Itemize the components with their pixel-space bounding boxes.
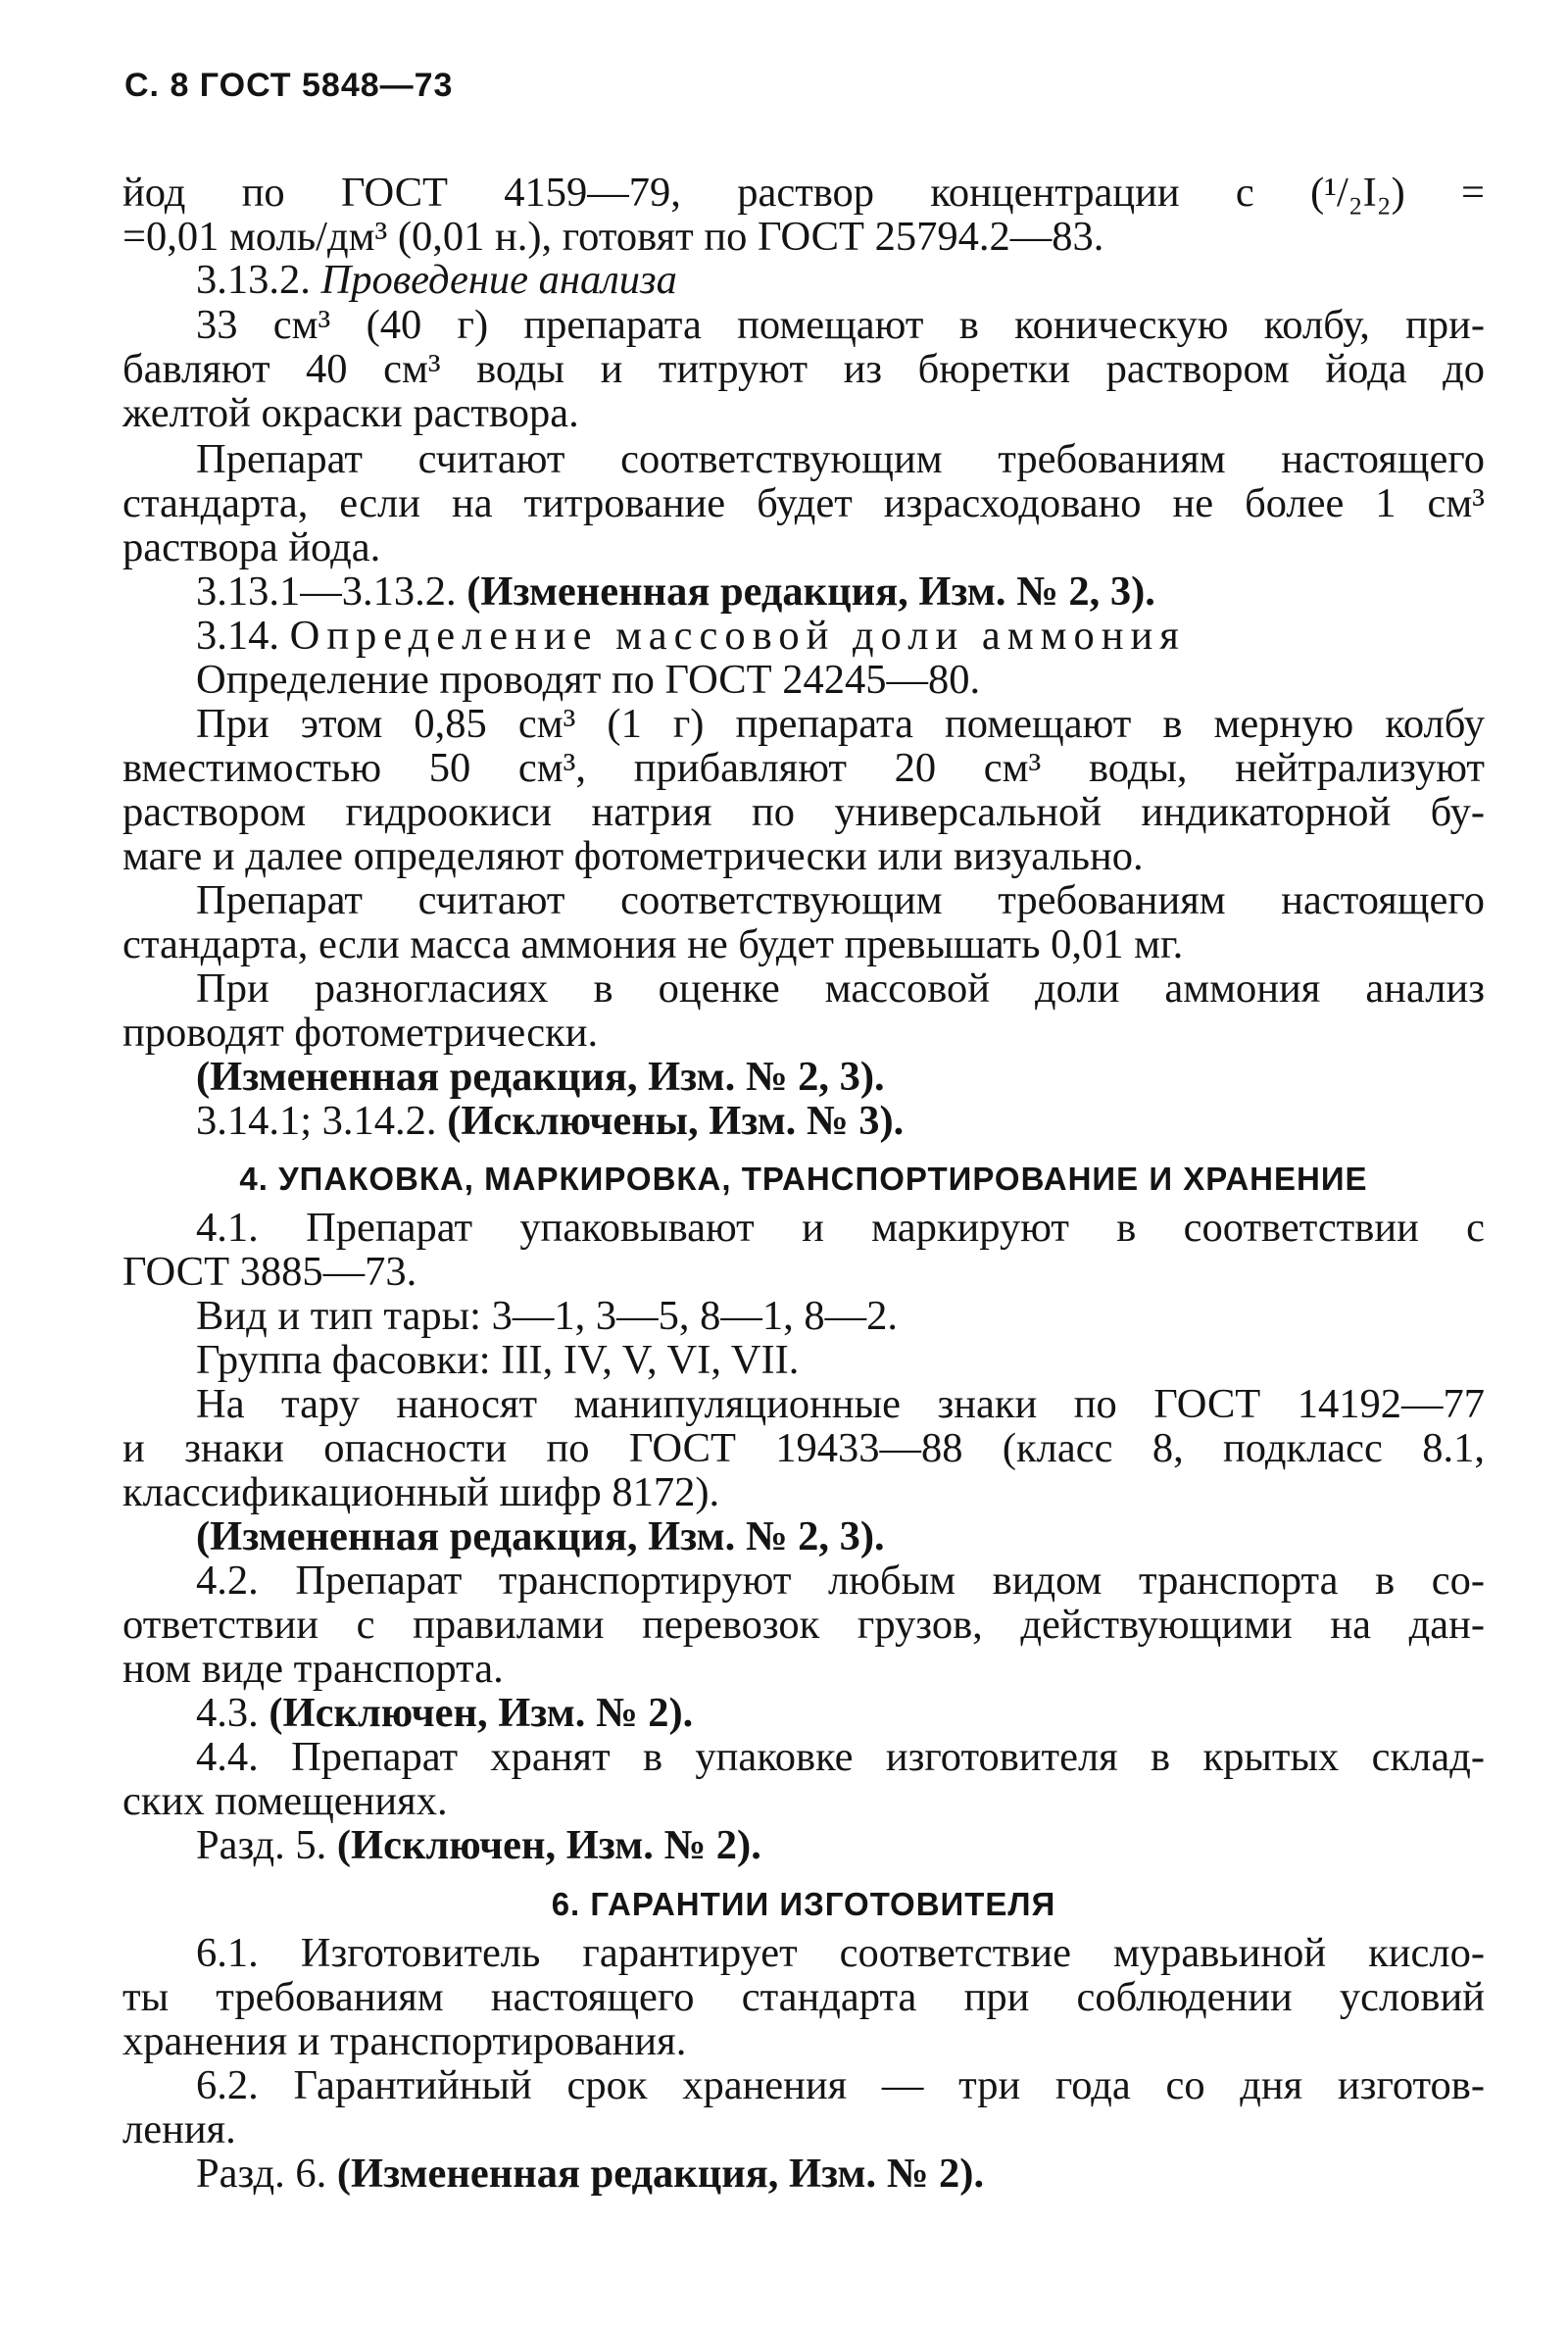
amendment-note: (Измененная редакция, Изм. № 2).: [336, 2151, 985, 2197]
section-title-line: [196, 614, 1485, 659]
amendment-note: (Измененная редакция, Изм. № 2, 3).: [196, 1054, 885, 1100]
text-line: 33 см³ (40 г) препарата помещают в коническую колбу, при-: [196, 302, 1485, 348]
amendment-note: (Исключен, Изм. № 2).: [336, 1822, 761, 1868]
text-line: и знаки опасности по ГОСТ 19433—88 (класс 8, подкласс 8.1,: [122, 1425, 1485, 1471]
text-line: ответствии с правилами перевозок грузов, действующими на дан-: [122, 1602, 1485, 1648]
text-line: При разногласиях в оценке массовой доли аммония анализ: [196, 965, 1485, 1012]
section-heading: 4. УПАКОВКА, МАРКИРОВКА, ТРАНСПОРТИРОВАНИЕ И ХРАНЕНИЕ: [239, 1161, 1368, 1197]
text-line: ления.: [122, 2106, 236, 2152]
clause-number: Разд. 6.: [196, 2151, 337, 2197]
spaced-title: Определение массовой доли аммония: [289, 613, 1186, 659]
text-line: проводят фотометрически.: [122, 1010, 599, 1056]
text-line: При этом 0,85 см³ (1 г) препарата помещают в мерную колбу: [196, 701, 1485, 747]
text-line: ты требованиям настоящего стандарта при соблюдении условий: [122, 1974, 1485, 2020]
amendment-line: [196, 1691, 1485, 1736]
text-line: ном виде транспорта.: [122, 1646, 504, 1692]
text-line: ГОСТ 3885—73.: [122, 1249, 417, 1295]
amendment-note: (Измененная редакция, Изм. № 2, 3).: [196, 1513, 885, 1559]
text-line: На тару наносят манипуляционные знаки по ГОСТ 14192—77: [196, 1381, 1485, 1427]
text-line: 6.2. Гарантийный срок хранения — три года со дня изготов-: [196, 2062, 1485, 2108]
clause-number: 3.13.1—3.13.2.: [196, 569, 467, 615]
amendment-line: [196, 2152, 1485, 2197]
text-line: Препарат считают соответствующим требованиям настоящего: [196, 877, 1485, 923]
text-line: Вид и тип тары: 3—1, 3—5, 8—1, 8—2.: [196, 1293, 898, 1339]
text-line: раствором гидроокиси натрия по универсальной индикаторной бу-: [122, 789, 1485, 835]
text-line: бавляют 40 см³ воды и титруют из бюретки раствором йода до: [122, 346, 1485, 392]
text-line: 4.2. Препарат транспортируют любым видом транспорта в со-: [196, 1558, 1485, 1604]
subsection-line: [196, 258, 1485, 303]
page-header: С. 8 ГОСТ 5848—73: [124, 67, 454, 104]
subsection-title: Проведение анализа: [320, 257, 677, 303]
clause-number: 4.3.: [196, 1690, 270, 1736]
text-line: Определение проводят по ГОСТ 24245—80.: [196, 657, 981, 703]
text-line: 4.4. Препарат хранят в упаковке изготовителя в крытых склад-: [196, 1734, 1485, 1780]
text-line: Группа фасовки: III, IV, V, VI, VII.: [196, 1337, 800, 1383]
amendment-note: (Исключены, Изм. № 3).: [447, 1098, 905, 1144]
clause-number: Разд. 5.: [196, 1822, 337, 1868]
text-line: хранения и транспортирования.: [122, 2018, 687, 2064]
text-line: стандарта, если масса аммония не будет превышать 0,01 мг.: [122, 921, 1184, 967]
text-line: ских помещениях.: [122, 1778, 448, 1824]
text-line: =0,01 моль/дм³ (0,01 н.), готовят по ГОСТ 25794.2—83.: [122, 214, 1104, 260]
text-line: вместимостью 50 см³, прибавляют 20 см³ воды, нейтрализуют: [122, 745, 1485, 791]
amendment-line: [196, 1823, 1485, 1868]
amendment-note: (Измененная редакция, Изм. № 2, 3).: [466, 569, 1155, 615]
clause-number: 3.13.2.: [196, 257, 321, 303]
text-line: 4.1. Препарат упаковывают и маркируют в соответствии с: [196, 1205, 1485, 1251]
text-line: 6.1. Изготовитель гарантирует соответствие муравьиной кисло-: [196, 1930, 1485, 1976]
text-line: раствора йода.: [122, 524, 381, 570]
text-line: стандарта, если на титрование будет израсходовано не более 1 см³: [122, 480, 1485, 526]
amendment-line: [196, 569, 1485, 615]
text-line: Препарат считают соответствующим требованиям настоящего: [196, 436, 1485, 482]
clause-number: 3.14.1; 3.14.2.: [196, 1098, 448, 1144]
text-line: йод по ГОСТ 4159—79, раствор концентрации с (¹/₂I₂) =: [122, 170, 1485, 216]
text-line: маге и далее определяют фотометрически или визуально.: [122, 833, 1144, 879]
text-line: желтой окраски раствора.: [122, 390, 579, 436]
amendment-line: [196, 1099, 1485, 1144]
amendment-note: (Исключен, Изм. № 2).: [269, 1690, 694, 1736]
section-heading: 6. ГАРАНТИИ ИЗГОТОВИТЕЛЯ: [551, 1886, 1056, 1922]
clause-number: 3.14.: [196, 613, 290, 659]
text-line: классификационный шифр 8172).: [122, 1469, 720, 1515]
